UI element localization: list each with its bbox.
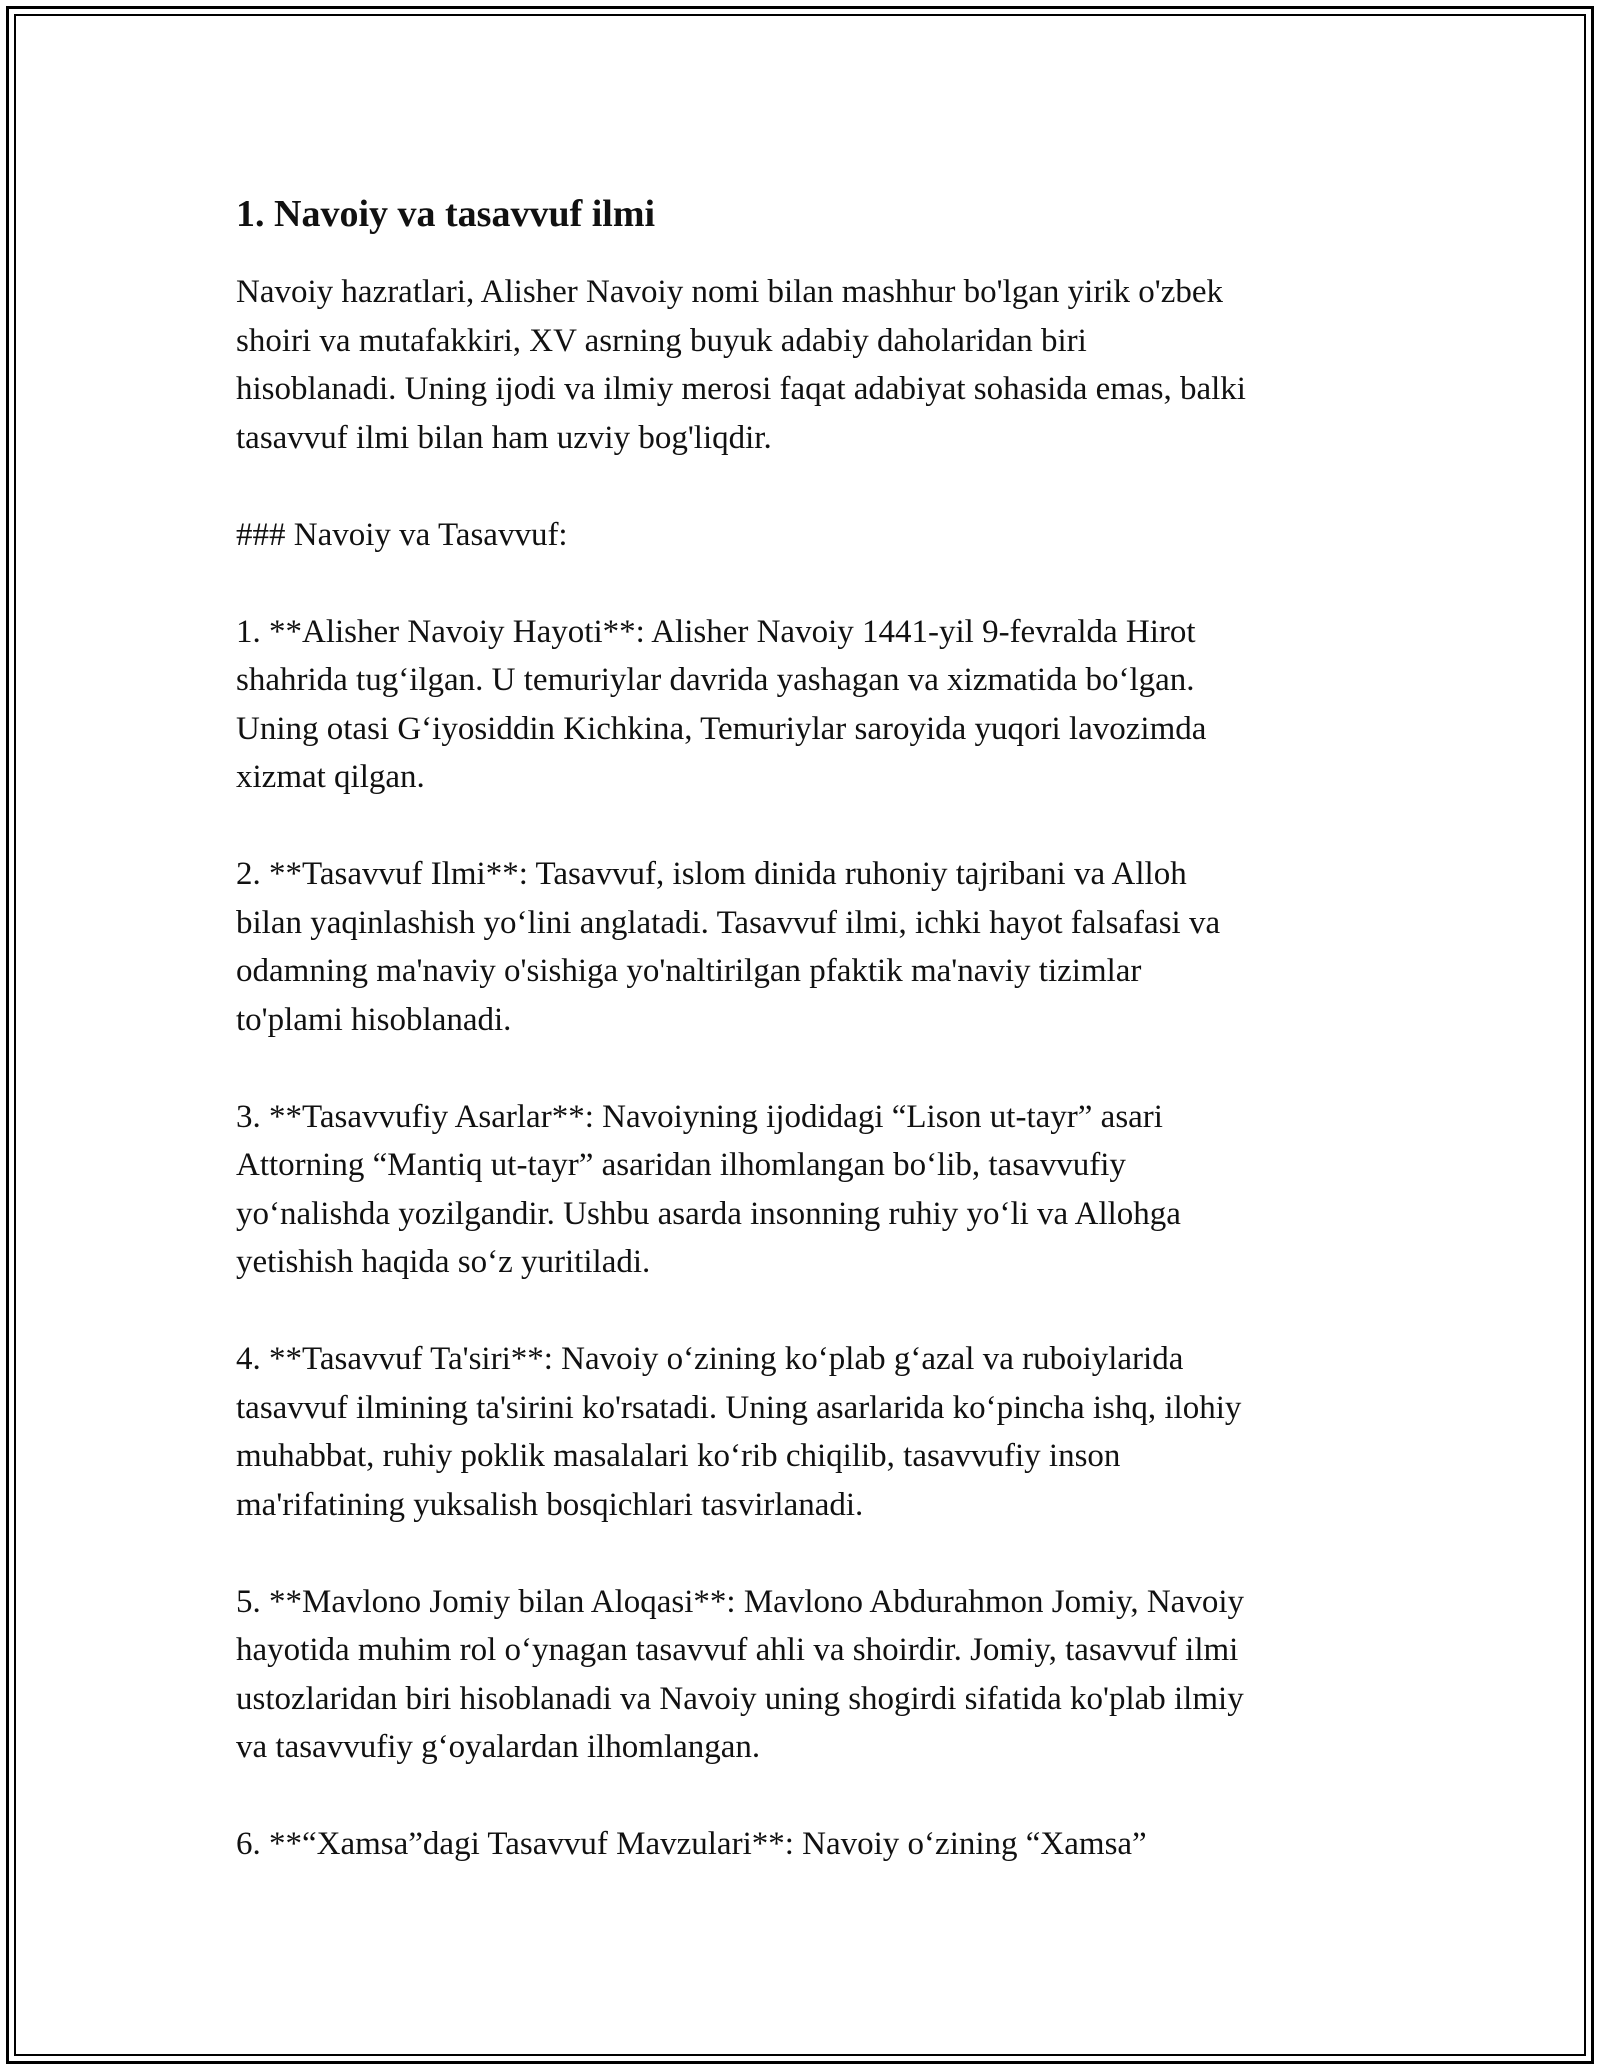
text-line: 1. **Alisher Navoiy Hayoti**: Alisher Navoiy 1441-yil 9-fevralda Hirot (236, 613, 1196, 650)
text-line: Navoiy hazratlari, Alisher Navoiy nomi bilan mashhur bo'lgan yirik o'zbek (236, 274, 1223, 310)
section-heading-paragraph (236, 511, 1366, 560)
text-line: odamning ma'naviy o'sishiga yo'naltirilgan pfaktik ma'naviy tizimlar (236, 953, 1142, 989)
text-line: 3. **Tasavvufiy Asarlar**: Navoiyning ijodidagi “Lison ut-tayr” asari (236, 1098, 1163, 1135)
text-line: hisoblanadi. Uning ijodi va ilmiy merosi faqat adabiyat sohasida emas, balki (236, 371, 1246, 407)
text-line: 2. **Tasavvuf Ilmi**: Tasavvuf, islom dinida ruhoniy tajribani va Alloh (236, 856, 1187, 892)
text-line: shahrida tug‘ilgan. U temuriylar davrida yashagan va xizmatida bo‘lgan. (236, 662, 1195, 698)
text-line: 5. **Mavlono Jomiy bilan Aloqasi**: Mavlono Abdurahmon Jomiy, Navoiy (236, 1583, 1244, 1620)
text-line: bilan yaqinlashish yo‘lini anglatadi. Tasavvuf ilmi, ichki hayot falsafasi va (236, 904, 1221, 941)
list-item-paragraph (236, 1335, 1366, 1529)
text-line: yo‘nalishda yozilgandir. Ushbu asarda insonning ruhiy yo‘li va Allohga (236, 1195, 1181, 1232)
document-body (236, 188, 1366, 1917)
document-title: 1. Navoiy va tasavvuf ilmi (236, 193, 656, 235)
text-line: ### Navoiy va Tasavvuf: (236, 516, 568, 553)
text-line: Attorning “Mantiq ut-tayr” asaridan ilhomlangan bo‘lib, tasavvufiy (236, 1147, 1126, 1183)
intro-paragraph (236, 268, 1366, 462)
list-item-paragraph (236, 608, 1366, 802)
text-line: 4. **Tasavvuf Ta'siri**: Navoiy o‘zining ko‘plab g‘azal va ruboiylarida (236, 1341, 1184, 1377)
text-line: va tasavvufiy g‘oyalardan ilhomlangan. (236, 1729, 761, 1765)
list-item-paragraph (236, 1820, 1366, 1869)
list-item-paragraph (236, 1578, 1366, 1772)
text-line: to'plami hisoblanadi. (236, 1001, 512, 1038)
text-line: yetishish haqida so‘z yuritiladi. (236, 1244, 651, 1280)
text-line: tasavvuf ilmining ta'sirini ko'rsatadi. Uning asarlarida ko‘pincha ishq, ilohiy (236, 1389, 1242, 1426)
text-line: Uning otasi G‘iyosiddin Kichkina, Temuriylar saroyida yuqori lavozimda (236, 710, 1207, 747)
text-line: hayotida muhim rol o‘ynagan tasavvuf ahli va shoirdir. Jomiy, tasavvuf ilmi (236, 1632, 1239, 1668)
text-line: ma'rifatining yuksalish bosqichlari tasvirlanadi. (236, 1486, 864, 1523)
text-line: tasavvuf ilmi bilan ham uzviy bog'liqdir. (236, 419, 772, 456)
text-line: 6. **“Xamsa”dagi Tasavvuf Mavzulari**: Navoiy o‘zining “Xamsa” (236, 1826, 1147, 1862)
list-item-paragraph (236, 1093, 1366, 1287)
list-item-paragraph (236, 850, 1366, 1044)
text-line: shoiri va mutafakkiri, XV asrning buyuk adabiy daholaridan biri (236, 322, 1087, 359)
text-line: ustozlaridan biri hisoblanadi va Navoiy uning shogirdi sifatida ko'plab ilmiy (236, 1680, 1244, 1717)
text-line: muhabbat, ruhiy poklik masalalari ko‘rib chiqilib, tasavvufiy inson (236, 1438, 1121, 1474)
text-line: xizmat qilgan. (236, 759, 425, 795)
